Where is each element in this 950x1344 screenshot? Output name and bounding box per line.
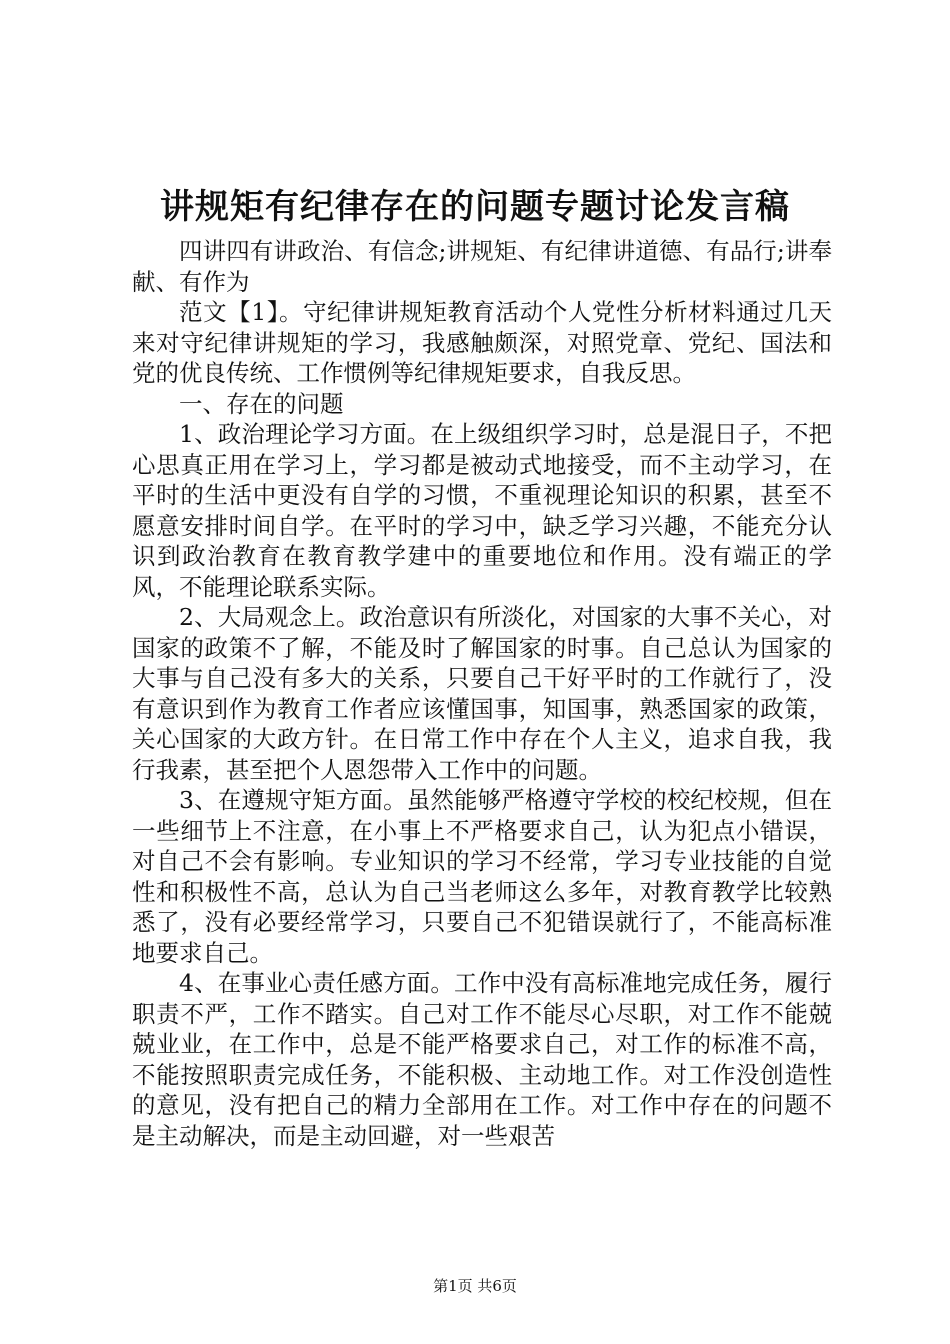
page-number-footer: 第1页 共6页: [433, 1277, 517, 1295]
paragraph-item-4: 4、在事业心责任感方面。工作中没有高标准地完成任务，履行职责不严，工作不踏实。自己对工作不能尽心尽职，对工作不能兢兢业业，在工作中，总是不能严格要求自己，对工作的标准不高，不能按照职责完成任务，不能积极、主动地工作。对工作没创造性的意见，没有把自己的精力全部用在工作。对工作中存在的问题不是主动解决，而是主动回避，对一些艰苦: [132, 969, 832, 1150]
paragraph-item-2: 2、大局观念上。政治意识有所淡化，对国家的大事不关心，对国家的政策不了解，不能及时了解国家的时事。自己总认为国家的大事与自己没有多大的关系，只要自己干好平时的工作就行了，没有意识到作为教育工作者应该懂国事，知国事，熟悉国家的政策，关心国家的大政方针。在日常工作中存在个人主义，追求自我，我行我素，甚至把个人恩怨带入工作中的问题。: [132, 603, 832, 784]
paragraph-sample: 范文【1】。守纪律讲规矩教育活动个人党性分析材料通过几天来对守纪律讲规矩的学习，我感触颇深，对照党章、党纪、国法和党的优良传统、工作惯例等纪律规矩要求，自我反思。: [132, 298, 832, 387]
document-body: [132, 236, 832, 1151]
document-title: 讲规矩有纪律存在的问题专题讨论发言稿: [160, 187, 790, 227]
paragraph-item-3: 3、在遵规守矩方面。虽然能够严格遵守学校的校纪校规，但在一些细节上不注意，在小事上不严格要求自己，认为犯点小错误，对自己不会有影响。专业知识的学习不经常，学习专业技能的自觉性和积极性不高，总认为自己当老师这么多年，对教育教学比较熟悉了，没有必要经常学习，只要自己不犯错误就行了，不能高标准地要求自己。: [132, 786, 832, 967]
paragraph-intro: 四讲四有讲政治、有信念;讲规矩、有纪律讲道德、有品行;讲奉献、有作为: [132, 237, 832, 296]
section-heading: 一、存在的问题: [179, 389, 344, 418]
paragraph-item-1: 1、政治理论学习方面。在上级组织学习时，总是混日子，不把心思真正用在学习上，学习都是被动式地接受，而不主动学习，在平时的生活中更没有自学的习惯，不重视理论知识的积累，甚至不愿意安排时间自学。在平时的学习中，缺乏学习兴趣，不能充分认识到政治教育在教育教学建中的重要地位和作用。没有端正的学风，不能理论联系实际。: [132, 420, 832, 601]
